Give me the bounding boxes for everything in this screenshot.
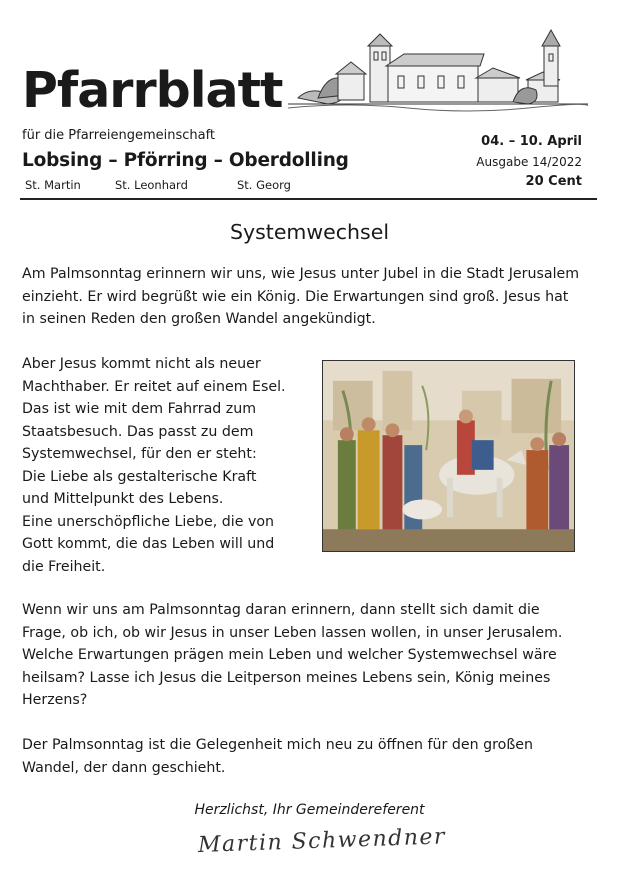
date-range: 04. – 10. April xyxy=(481,134,582,149)
article-paragraph-4: Der Palmsonntag ist die Gelegenheit mich neu zu öffnen für den großen Wandel, der dann geschieht. xyxy=(22,737,533,776)
paragraph-line: Machthaber. Er reitet auf einem Esel. xyxy=(22,378,286,395)
newsletter-subtitle: für die Pfarreiengemeinschaft xyxy=(22,128,216,143)
paragraph-line: Die Liebe als gestalterische Kraft xyxy=(22,468,257,485)
paragraph-line: Das ist wie mit dem Fahrrad zum xyxy=(22,401,257,417)
saint-georg: St. Georg xyxy=(237,178,291,192)
article-heading: Systemwechsel xyxy=(229,220,390,244)
paragraph-line: Gott kommt, die das Leben will und xyxy=(22,536,275,552)
article-paragraph-3: Wenn wir uns am Palmsonntag daran erinnern, dann stellt sich damit die Frage, ob ich, ob wir Jesus in unser Leben lassen wollen, in unser Jerusalem. Welche Erwartungen prägen mein Leben und welcher Systemwechsel wäre heilsam? Lasse ich Jesus die Leitperson meines Lebens sein, König meines Herzens? xyxy=(22,602,563,708)
paragraph-line: die Freiheit. xyxy=(22,558,106,575)
saint-leonhard: St. Leonhard xyxy=(115,178,188,192)
palm-sunday-painting xyxy=(322,360,575,552)
closing-line: Herzlichst, Ihr Gemeindereferent xyxy=(194,802,425,818)
church-illustration xyxy=(288,28,588,112)
paragraph-line: Eine unerschöpfliche Liebe, die von xyxy=(22,513,275,530)
paragraph-line: Aber Jesus kommt nicht als neuer xyxy=(22,356,261,372)
issue-number: Ausgabe 14/2022 xyxy=(476,155,582,169)
paragraph-line: Systemwechsel, für den er steht: xyxy=(22,446,257,462)
article-paragraph-1: Am Palmsonntag erinnern wir uns, wie Jesus unter Jubel in die Stadt Jerusalem einzieht. Er wird begrüßt wie ein König. Die Erwartungen sind groß. Jesus hat in seinen Reden den großen Wandel angekündigt. xyxy=(22,266,580,327)
paragraph-line: und Mittelpunkt des Lebens. xyxy=(22,491,224,507)
signature: Martin Schwendner xyxy=(197,824,447,858)
parish-names: Lobsing – Pförring – Oberdolling xyxy=(22,150,349,171)
paragraph-line: Staatsbesuch. Das passt zu dem xyxy=(22,423,254,440)
header-divider xyxy=(20,198,597,200)
saint-martin: St. Martin xyxy=(25,178,81,192)
article-paragraph-2 xyxy=(22,353,307,578)
price: 20 Cent xyxy=(525,174,582,189)
newsletter-title: Pfarrblatt xyxy=(22,62,283,119)
